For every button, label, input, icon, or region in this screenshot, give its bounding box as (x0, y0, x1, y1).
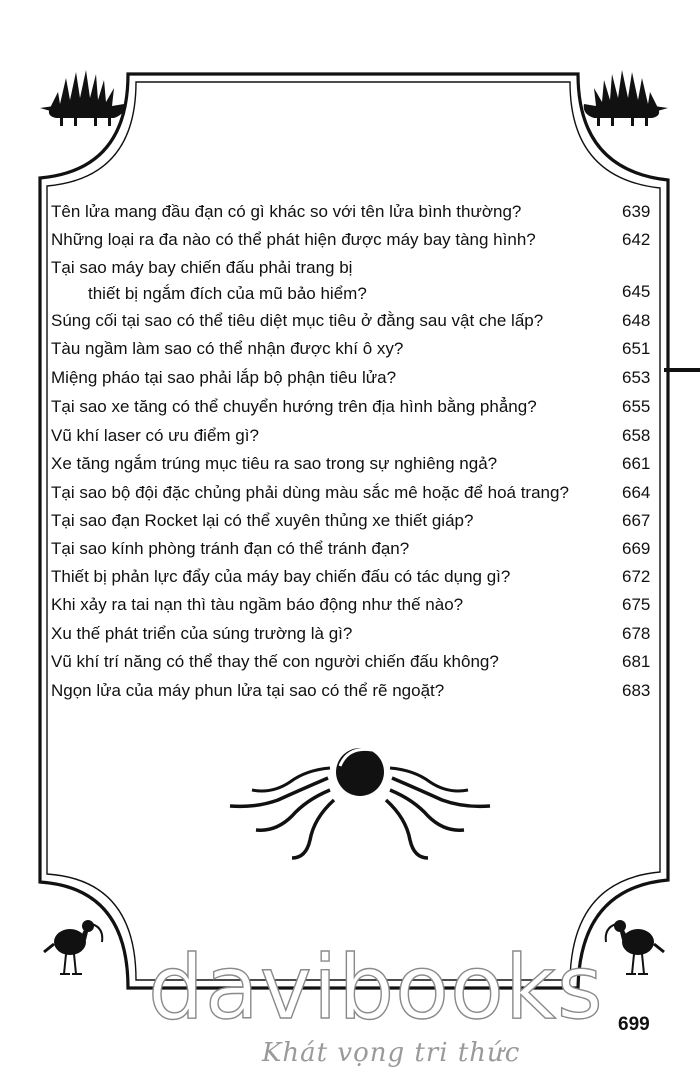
toc-entry-title: Tại sao xe tăng có thể chuyển hướng trên địa hình bằng phẳng? (51, 397, 537, 416)
bird-icon (44, 920, 102, 974)
toc-entry-title: Khi xảy ra tai nạn thì tàu ngầm báo động như thế nào? (51, 595, 464, 614)
toc-entry-title: Tên lửa mang đầu đạn có gì khác so với tên lửa bình thường? (51, 202, 522, 221)
sun-ornament-icon (230, 748, 490, 858)
toc-entry-title: Những loại ra đa nào có thể phát hiện được máy bay tàng hình? (51, 230, 536, 249)
toc-entry-page: 664 (622, 483, 651, 502)
toc-entry-title-continued: thiết bị ngắm đích của mũ bảo hiểm? (88, 284, 367, 303)
watermark-slogan: Khát vọng tri thức (262, 1038, 521, 1068)
toc-entry-page: 683 (622, 681, 651, 700)
watermark-brand: davibooks (148, 936, 604, 1039)
toc-entry-title: Xe tăng ngắm trúng mục tiêu ra sao trong sự nghiêng ngả? (51, 454, 498, 473)
toc-entry-title: Vũ khí trí năng có thể thay thế con người chiến đấu không? (51, 652, 499, 671)
toc-entry-title: Thiết bị phản lực đẩy của máy bay chiến đấu có tác dụng gì? (51, 567, 511, 586)
toc-entry-page: 678 (622, 624, 651, 643)
toc-entry-page: 648 (622, 311, 651, 330)
toc-entry-page: 642 (622, 230, 651, 249)
toc-entry-title: Miệng pháo tại sao phải lắp bộ phận tiêu lửa? (51, 368, 397, 387)
toc-entry-title: Tàu ngầm làm sao có thể nhận được khí ô xy? (51, 339, 404, 358)
toc-entry-page: 658 (622, 426, 651, 445)
toc-entry-page: 672 (622, 567, 651, 586)
toc-entry-title: Tại sao đạn Rocket lại có thể xuyên thủng xe thiết giáp? (51, 511, 474, 530)
bird-icon (606, 920, 664, 974)
toc-entry-page: 661 (622, 454, 651, 473)
toc-entry-title: Ngọn lửa của máy phun lửa tại sao có thể rẽ ngoặt? (51, 681, 445, 700)
toc-entry-title: Tại sao kính phòng tránh đạn có thể tránh đạn? (51, 539, 410, 558)
toc-entry-page: 651 (622, 339, 651, 358)
page-number: 699 (618, 1014, 650, 1035)
toc-entry-title: Xu thế phát triển của súng trường là gì? (51, 624, 353, 643)
toc-entry-page: 645 (622, 282, 651, 301)
toc-entry-page: 639 (622, 202, 651, 221)
toc-entry-title: Súng cối tại sao có thể tiêu diệt mục tiêu ở đằng sau vật che lấp? (51, 311, 544, 330)
toc-entry-page: 675 (622, 595, 651, 614)
toc-entry-page: 667 (622, 511, 651, 530)
toc-entry-title: Vũ khí laser có ưu điểm gì? (51, 426, 259, 445)
toc-entry-page: 653 (622, 368, 651, 387)
toc-entry-page: 681 (622, 652, 651, 671)
toc-entry-page: 655 (622, 397, 651, 416)
toc-entry-page: 669 (622, 539, 651, 558)
toc-entry-title: Tại sao bộ đội đặc chủng phải dùng màu sắc mê hoặc để hoá trang? (51, 483, 569, 502)
toc-entry-title: Tại sao máy bay chiến đấu phải trang bị (51, 258, 353, 277)
